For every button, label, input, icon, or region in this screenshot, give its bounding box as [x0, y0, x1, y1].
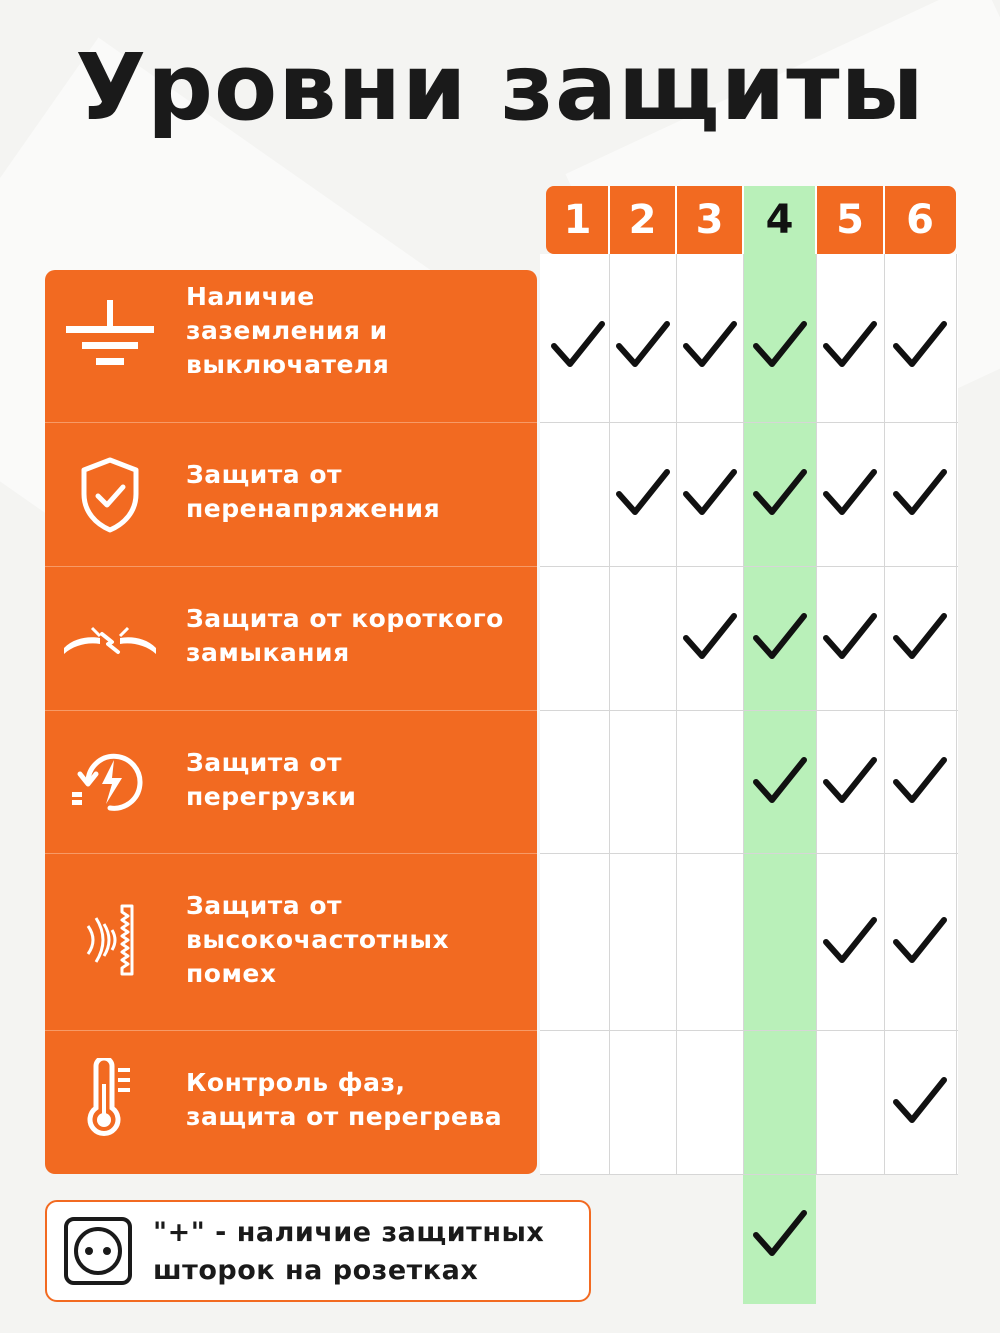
short-circuit-wire-icon	[62, 598, 158, 678]
grid-column-line	[956, 254, 957, 1174]
check-icon	[550, 320, 606, 372]
footer-note	[45, 1200, 591, 1302]
ground-icon	[62, 296, 158, 376]
level-header-divider	[608, 186, 610, 254]
check-icon	[822, 320, 878, 372]
check-icon	[615, 320, 671, 372]
check-icon	[822, 468, 878, 520]
feature-row-divider	[45, 853, 537, 854]
feature-label: Защита от высокочастотных помех	[186, 891, 450, 988]
check-icon	[752, 1209, 808, 1261]
footer-text: "+" - наличие защитных шторок на розетках	[153, 1217, 545, 1286]
level-header-3: 3	[676, 186, 743, 254]
grid-row-line	[540, 422, 958, 423]
feature-label: Защита от перегрузки	[186, 748, 357, 811]
check-icon	[615, 468, 671, 520]
grid-row-line	[540, 566, 958, 567]
feature-label: Наличие заземления и выключателя	[186, 282, 390, 379]
level-header-2: 2	[609, 186, 676, 254]
check-icon	[752, 468, 808, 520]
feature-label: Защита от короткого замыкания	[186, 604, 504, 667]
feature-row-divider	[45, 710, 537, 711]
feature-row-divider	[45, 1030, 537, 1031]
check-icon	[682, 612, 738, 664]
check-icon	[892, 320, 948, 372]
check-icon	[822, 916, 878, 968]
level-header-divider	[815, 186, 817, 254]
level-header-4: 4	[743, 186, 816, 254]
check-icon	[752, 756, 808, 808]
check-icon	[822, 756, 878, 808]
grid-row-line	[540, 1030, 958, 1031]
feature-label: Контроль фаз, защита от перегрева	[186, 1068, 503, 1131]
grid-row-line	[540, 710, 958, 711]
shield-check-icon	[62, 454, 158, 534]
check-icon	[752, 612, 808, 664]
check-icon	[892, 756, 948, 808]
page-title: Уровни защиты	[75, 34, 925, 141]
high-frequency-noise-icon	[62, 900, 158, 980]
grid-column-line	[884, 254, 885, 1174]
level-header-1: 1	[546, 186, 609, 254]
overload-lightning-icon	[62, 742, 158, 822]
grid-column-line	[743, 254, 744, 1174]
check-icon	[682, 468, 738, 520]
grid-column-line	[816, 254, 817, 1174]
level-header-divider	[675, 186, 677, 254]
feature-label: Защита от перенапряжения	[186, 460, 441, 523]
grid-row-line	[540, 853, 958, 854]
thermometer-icon	[62, 1058, 158, 1138]
level-header-divider	[883, 186, 885, 254]
grid-column-line	[676, 254, 677, 1174]
features-panel	[45, 270, 537, 1174]
level-header-5: 5	[816, 186, 884, 254]
check-icon	[892, 916, 948, 968]
check-icon	[752, 320, 808, 372]
check-icon	[892, 468, 948, 520]
check-icon	[892, 1076, 948, 1128]
grid-column-line	[609, 254, 610, 1174]
check-icon	[822, 612, 878, 664]
level-header-6: 6	[884, 186, 956, 254]
level-header-divider	[742, 186, 744, 254]
check-icon	[892, 612, 948, 664]
grid-row-line	[540, 1174, 958, 1175]
feature-row-divider	[45, 422, 537, 423]
socket-icon	[63, 1216, 133, 1286]
check-icon	[682, 320, 738, 372]
feature-row-divider	[45, 566, 537, 567]
